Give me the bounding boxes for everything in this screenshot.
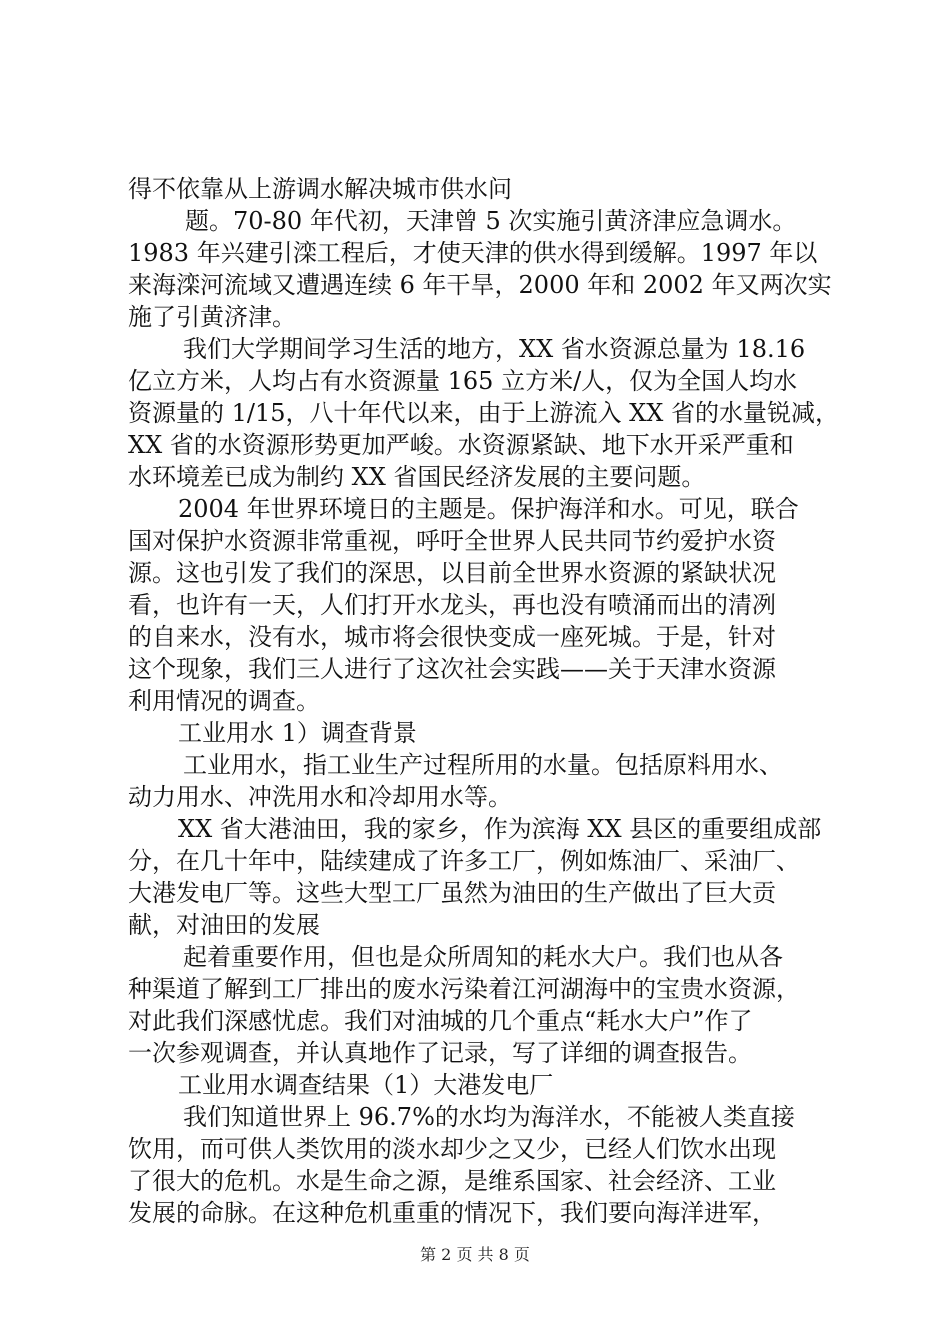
text-line: XX 省的水资源形势更加严峻。水资源紧缺、地下水开采严重和 — [128, 431, 794, 459]
text-line: 动力用水、冲洗用水和冷却用水等。 — [128, 783, 512, 811]
text-line: 了很大的危机。水是生命之源，是维系国家、社会经济、工业 — [128, 1167, 776, 1195]
text-line: 对此我们深感忧虑。我们对油城的几个重点“耗水大户”作了 — [128, 1007, 753, 1035]
text-line: 工业用水，指工业生产过程所用的水量。包括原料用水、 — [183, 751, 783, 779]
section-heading: 工业用水调查结果（1）大港发电厂 — [178, 1071, 554, 1099]
text-line: 的自来水，没有水，城市将会很快变成一座死城。于是，针对 — [128, 623, 776, 651]
text-line: 题。70-80 年代初，天津曾 5 次实施引黄济津应急调水。 — [185, 207, 797, 235]
text-line: 这个现象，我们三人进行了这次社会实践——关于天津水资源 — [128, 655, 776, 683]
text-line: 大港发电厂等。这些大型工厂虽然为油田的生产做出了巨大贡 — [128, 879, 776, 907]
text-line: 看，也许有一天，人们打开水龙头，再也没有喷涌而出的清冽 — [128, 591, 776, 619]
text-line: 发展的命脉。在这种危机重重的情况下，我们要向海洋进军， — [128, 1199, 776, 1227]
text-line: 2004 年世界环境日的主题是。保护海洋和水。可见，联合 — [178, 495, 799, 523]
text-line: 水环境差已成为制约 XX 省国民经济发展的主要问题。 — [128, 463, 706, 491]
text-line: 资源量的 1/15，八十年代以来，由于上游流入 XX 省的水量锐减， — [128, 399, 839, 427]
text-line: 亿立方米，人均占有水资源量 165 立方米/人，仅为全国人均水 — [128, 367, 798, 395]
text-line: 种渠道了解到工厂排出的废水污染着江河湖海中的宝贵水资源， — [128, 975, 800, 1003]
text-line: 国对保护水资源非常重视，呼吁全世界人民共同节约爱护水资 — [128, 527, 776, 555]
text-line: 利用情况的调查。 — [128, 687, 320, 715]
text-line: 一次参观调查，并认真地作了记录，写了详细的调查报告。 — [128, 1039, 752, 1067]
text-line: 1983 年兴建引滦工程后，才使天津的供水得到缓解。1997 年以 — [128, 239, 818, 267]
text-line: 我们知道世界上 96.7%的水均为海洋水，不能被人类直接 — [183, 1103, 795, 1131]
text-line: 我们大学期间学习生活的地方，XX 省水资源总量为 18.16 — [183, 335, 806, 363]
text-line: 施了引黄济津。 — [128, 303, 296, 331]
text-line: 起着重要作用，但也是众所周知的耗水大户。我们也从各 — [183, 943, 783, 971]
section-heading: 工业用水 1）调查背景 — [178, 719, 417, 747]
text-line: 饮用，而可供人类饮用的淡水却少之又少，已经人们饮水出现 — [128, 1135, 776, 1163]
text-line: 源。这也引发了我们的深思，以目前全世界水资源的紧缺状况 — [128, 559, 776, 587]
text-line: XX 省大港油田，我的家乡，作为滨海 XX 县区的重要组成部 — [178, 815, 822, 843]
text-line: 得不依靠从上游调水解决城市供水问 — [128, 175, 512, 203]
text-line: 分，在几十年中，陆续建成了许多工厂，例如炼油厂、采油厂、 — [128, 847, 800, 875]
page-number-footer: 第 2 页 共 8 页 — [420, 1245, 530, 1264]
text-line: 献，对油田的发展 — [128, 911, 320, 939]
text-line: 来海滦河流域又遭遇连续 6 年干旱，2000 年和 2002 年又两次实 — [128, 271, 832, 299]
